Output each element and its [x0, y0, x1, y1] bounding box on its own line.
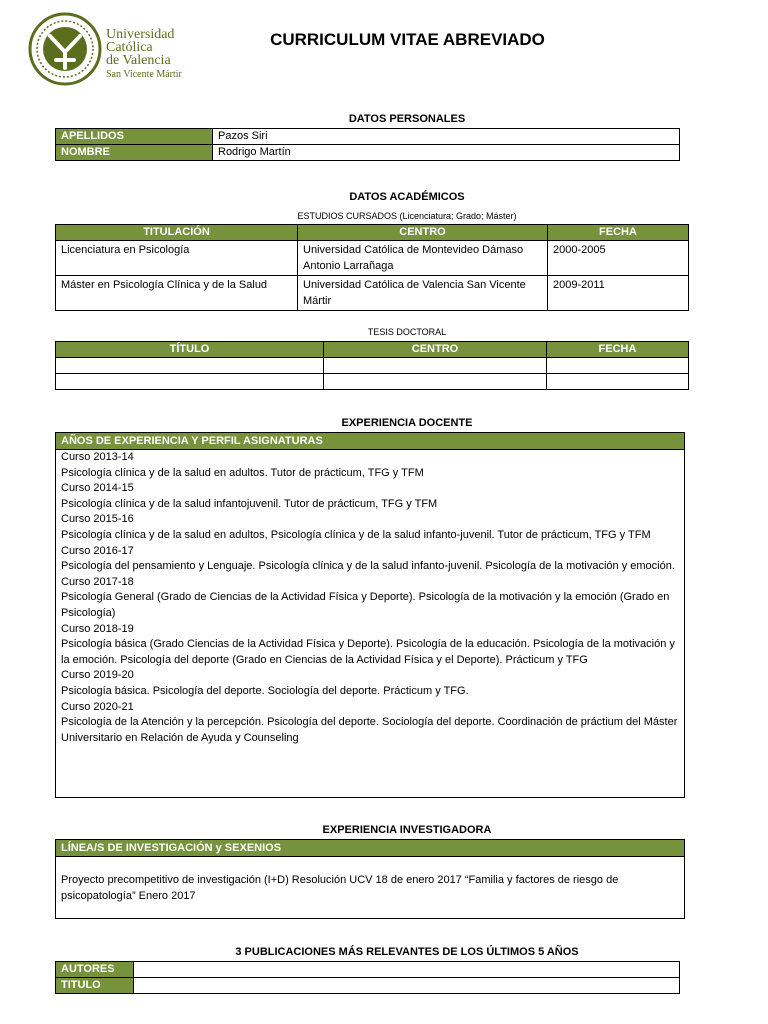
- academic-heading: DATOS ACADÉMICOS: [349, 191, 465, 203]
- table-cell: [56, 358, 324, 374]
- table-cell: 2009-2011: [548, 276, 689, 311]
- column-header: FECHA: [547, 342, 689, 358]
- table-cell: [547, 374, 689, 390]
- university-logo: [28, 12, 188, 90]
- table-cell: Universidad Católica de Valencia San Vicente Mártir: [298, 276, 548, 311]
- table-cell: Máster en Psicología Clínica y de la Salud: [56, 276, 298, 311]
- table-cell: [547, 358, 689, 374]
- column-header: CENTRO: [324, 342, 547, 358]
- research-heading: EXPERIENCIA INVESTIGADORA: [322, 824, 492, 836]
- column-header: TÍTULO: [56, 342, 324, 358]
- logo-line-1: Universidad: [106, 27, 175, 42]
- teaching-box-body: [56, 450, 684, 746]
- name-value: Rodrigo Martín: [213, 145, 680, 161]
- publications-table: [55, 961, 680, 994]
- table-cell: Licenciatura en Psicología: [56, 241, 298, 276]
- course-year: Curso 2017-18: [61, 575, 134, 588]
- studies-table: [55, 224, 689, 311]
- personal-heading: DATOS PERSONALES: [348, 113, 466, 125]
- logo-line-3: de Valencia: [106, 53, 171, 68]
- table-row: [56, 962, 680, 978]
- research-box: [55, 839, 685, 919]
- teaching-heading: EXPERIENCIA DOCENTE: [341, 417, 473, 429]
- table-cell: [56, 374, 324, 390]
- publications-heading: 3 PUBLICACIONES MÁS RELEVANTES DE LOS ÚLTIMOS 5 AÑOS: [235, 946, 579, 958]
- course-year: Curso 2018-19: [61, 622, 134, 635]
- table-row: [56, 241, 689, 276]
- course-subjects: Psicología del pensamiento y Lenguaje. Psicología clínica y de la salud infanto-juvenil. Psicología de la motivación y emoción.: [61, 560, 675, 573]
- logo-line-2: Católica: [106, 40, 153, 55]
- teaching-box-title: AÑOS DE EXPERIENCIA Y PERFIL ASIGNATURAS: [56, 433, 684, 450]
- course-year: Curso 2013-14: [61, 451, 134, 463]
- column-header: FECHA: [548, 225, 689, 241]
- table-cell: Universidad Católica de Montevideo Dámaso Antonio Larrañaga: [298, 241, 548, 276]
- title-label: TITULO: [56, 978, 134, 994]
- course-subjects: Psicología básica. Psicología del deporte. Sociología del deporte. Prácticum y TFG.: [61, 684, 469, 697]
- course-year: Curso 2014-15: [61, 482, 134, 495]
- personal-table: [55, 128, 680, 161]
- teaching-box: [55, 432, 685, 798]
- table-row: [56, 374, 689, 390]
- table-cell: [324, 374, 547, 390]
- table-row: [56, 129, 680, 145]
- table-row: [56, 145, 680, 161]
- table-row: [56, 358, 689, 374]
- table-header-row: [56, 342, 689, 358]
- course-year: Curso 2020-21: [61, 700, 134, 713]
- table-cell: 2000-2005: [548, 241, 689, 276]
- course-subjects: Psicología básica (Grado Ciencias de la Actividad Física y Deporte). Psicología de la educación. Psicología de la motivación y la emoción. Psicología del deporte (Grado en Ciencias de la Actividad Física y el Deporte). Prácticum y TFG: [61, 638, 675, 666]
- course-subjects: Psicología General (Grado de Ciencias de la Actividad Física y Deporte). Psicología de la motivación y la emoción (Grado en Psicología): [61, 591, 670, 619]
- document-title: CURRICULUM VITAE ABREVIADO: [270, 30, 545, 49]
- course-year: Curso 2019-20: [61, 669, 134, 682]
- course-subjects: Psicología clínica y de la salud infantojuvenil. Tutor de prácticum, TFG y TFM: [61, 497, 438, 510]
- column-header: CENTRO: [298, 225, 548, 241]
- title-value: [134, 978, 680, 994]
- studies-caption: ESTUDIOS CURSADOS (Licenciatura; Grado; Máster): [297, 211, 517, 221]
- research-box-title: LÍNEA/S DE INVESTIGACIÓN y SEXENIOS: [56, 840, 684, 857]
- table-row: [56, 978, 680, 994]
- course-subjects: Psicología de la Atención y la percepción. Psicología del deporte. Sociología del deporte. Coordinación de práctium del Máster Universitario en Relación de Ayuda y Counseling: [61, 716, 678, 744]
- column-header: TITULACIÓN: [56, 225, 298, 241]
- authors-value: [134, 962, 680, 978]
- course-subjects: Psicología clínica y de la salud en adultos. Tutor de prácticum, TFG y TFM: [61, 466, 424, 479]
- course-subjects: Psicología clínica y de la salud en adultos, Psicología clínica y de la salud infanto-juvenil. Tutor de prácticum, TFG y TFM: [61, 528, 651, 541]
- course-year: Curso 2015-16: [61, 513, 134, 526]
- authors-label: AUTORES: [56, 962, 134, 978]
- name-label: NOMBRE: [56, 145, 213, 161]
- research-text: Proyecto precompetitivo de investigación (I+D) Resolución UCV 18 de enero 2017 “Familia y factores de riesgo de psicopatología” Enero 2017: [61, 874, 619, 902]
- thesis-caption: TESIS DOCTORAL: [367, 327, 447, 337]
- thesis-table: [55, 341, 689, 390]
- logo-line-4: San Vicente Mártir: [106, 69, 182, 80]
- table-header-row: [56, 225, 689, 241]
- course-year: Curso 2016-17: [61, 544, 134, 557]
- surname-label: APELLIDOS: [56, 129, 213, 145]
- table-cell: [324, 358, 547, 374]
- table-row: [56, 276, 689, 311]
- surname-value: Pazos Siri: [213, 129, 680, 145]
